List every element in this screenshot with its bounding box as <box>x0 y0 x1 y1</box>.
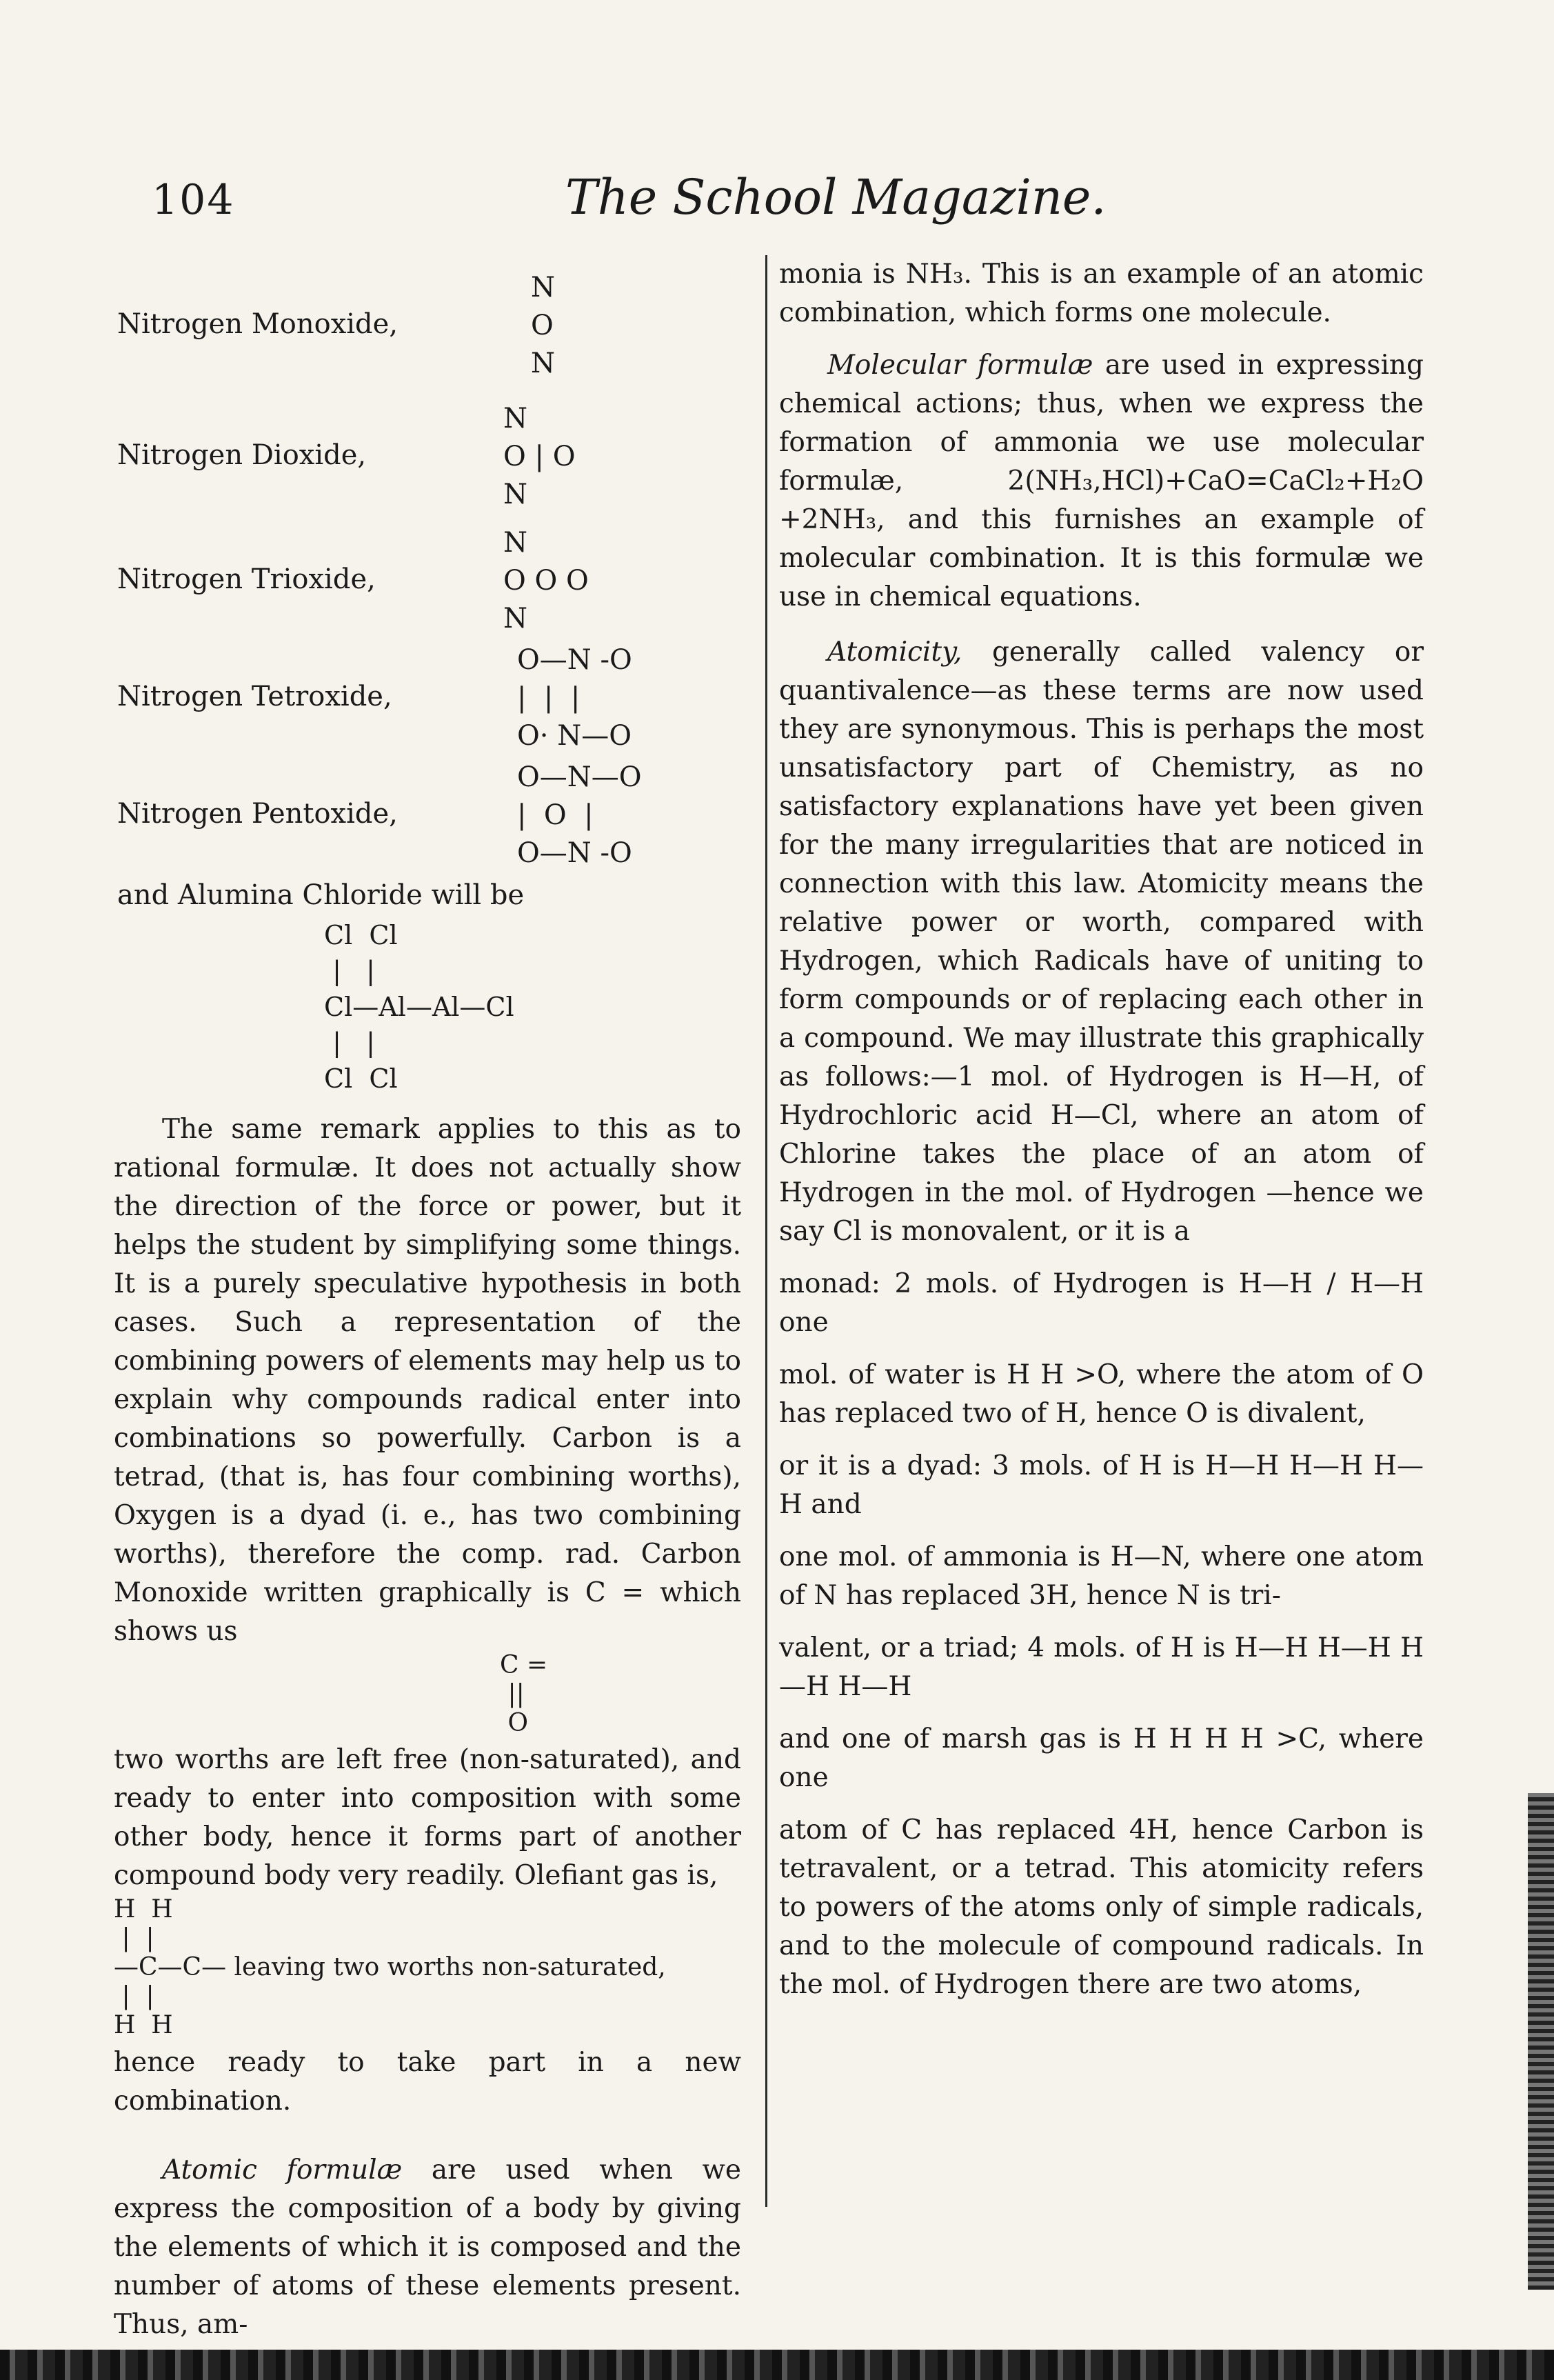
paragraph-ammonia: monia is NH₃. This is an example of an atomic combination, which forms one molecule. <box>779 259 1424 328</box>
formula-nitrogen-monoxide <box>117 269 751 393</box>
right-column-text <box>779 255 1424 2004</box>
term-atomic-formulae: Atomic formulæ <box>162 2154 403 2186</box>
scan-edge-artifact <box>1528 1793 1554 2290</box>
paragraph-combination: hence ready to take part in a new combination. <box>114 2047 741 2117</box>
paragraph-tetrad: atom of C has replaced 4H, hence Carbon is tetravalent, or a tetrad. This atomicity refers to powers of the atoms only of simple radicals, and to the molecule of compound radicals. In the mol. of Hydrogen there are two atoms, <box>779 1814 1424 2000</box>
alumina-chloride-structure: Cl Cl | | Cl—Al—Al—Cl | | Cl Cl <box>324 920 514 1094</box>
formula-label: Nitrogen Tetroxide, <box>117 681 392 712</box>
formula-structure: N O O O N <box>503 527 589 634</box>
line-marsh-gas: and one of marsh gas is H H H H >C, where one <box>779 1723 1424 1793</box>
formula-structure: O—N—O | O | O—N -O <box>517 761 642 869</box>
formula-label: Nitrogen Dioxide, <box>117 439 367 471</box>
running-title: The School Magazine. <box>565 169 1107 226</box>
paragraph-gap <box>779 332 1424 346</box>
formula-nitrogen-trioxide <box>117 524 751 648</box>
paragraph-gap <box>779 617 1424 633</box>
formula-label: Nitrogen Trioxide, <box>117 563 376 595</box>
formula-nitrogen-tetroxide <box>117 641 751 766</box>
line-ammonia: one mol. of ammonia is H—N, where one atom of N has replaced 3H, hence N is tri- <box>779 1541 1424 1611</box>
formula-label: Nitrogen Monoxide, <box>117 308 398 340</box>
paragraph-gap <box>114 2121 741 2151</box>
paragraph-molecular-formulae <box>779 346 1424 617</box>
formula-nitrogen-pentoxide <box>117 759 751 883</box>
formula-structure: O—N -O | | | O· N—O <box>517 644 632 752</box>
line-monad: monad: 2 mols. of Hydrogen is H—H / H—H one <box>779 1268 1424 1338</box>
carbon-monoxide-structure: C = || O <box>500 1651 548 1737</box>
term-molecular-formulae: Molecular formulæ <box>827 350 1093 381</box>
molecular-formulae-text: are used in expressing chemical actions; thus, when we express the formation of ammonia we use molecular formulæ, 2(NH₃,HCl)+CaO=CaCl₂+H₂O +2NH₃, and this furnishes an example of molecular combination. It is this formulæ we use in chemical equations. <box>779 350 1424 612</box>
column-divider <box>765 255 767 2207</box>
term-atomicity: Atomicity, <box>827 637 962 668</box>
atomic-formulae-text: are used when we express the composition of a body by giving the elements of which it is composed and the number of atoms of these elements present. Thus, am- <box>114 2154 741 2340</box>
line-dyad: or it is a dyad: 3 mols. of H is H—H H—H H—H and <box>779 1450 1424 1520</box>
paragraph-atomic-formulae <box>114 2151 741 2344</box>
page-number: 104 <box>152 176 235 224</box>
olefiant-gas-structure: H H | | —C—C— leaving two worths non-saturated, | | H H <box>114 1895 666 2039</box>
formula-structure: N O N <box>531 272 555 379</box>
paragraph-graphic-formulae: The same remark applies to this as to rational formulæ. It does not actually show the direction of the force or power, but it helps the student by simplifying some things. It is a purely speculative hypothesis in both cases. Such a representation of the combining powers of elements may help us to explain why compounds radical enter into combinations so powerfully. Carbon is a tetrad, (that is, has four combining worths), Oxygen is a dyad (i. e., has two combining worths), therefore the comp. rad. Carbon Monoxide written graphically is C = which shows us <box>114 1114 741 1647</box>
left-column-text <box>114 1110 741 2344</box>
alumina-intro: and Alumina Chloride will be <box>117 879 525 911</box>
formula-nitrogen-dioxide <box>117 400 751 524</box>
paragraph-olefiant: two worths are left free (non-saturated), and ready to enter into composition with some other body, hence it forms part of another compound body very readily. Olefiant gas is, <box>114 1744 741 1891</box>
atomicity-text: generally called valency or quantivalence—as these terms are now used they are synonymous. This is perhaps the most unsatisfactory part of Chemistry, as no satisfactory explanations have yet been given for the many irregularities that are noticed in connection with this law. Atomicity means the relative power or worth, compared with Hydrogen, which Radicals have of uniting to form compounds or of replacing each other in a compound. We may illustrate this graphically as follows:—1 mol. of Hydrogen is H—H, of Hydrochloric acid H—Cl, where an atom of Chlorine takes the place of an atom of Hydrogen in the mol. of Hydrogen —hence we say Cl is monovalent, or it is a <box>779 637 1424 1247</box>
line-triad: valent, or a triad; 4 mols. of H is H—H H—H H—H H—H <box>779 1632 1424 1702</box>
paragraph-atomicity <box>779 633 1424 1251</box>
formula-label: Nitrogen Pentoxide, <box>117 798 398 830</box>
line-water: mol. of water is H H >O, where the atom of O has replaced two of H, hence O is divalent, <box>779 1359 1424 1429</box>
formula-structure: N O | O N <box>503 403 576 510</box>
scan-bottom-artifact <box>0 2350 1554 2380</box>
